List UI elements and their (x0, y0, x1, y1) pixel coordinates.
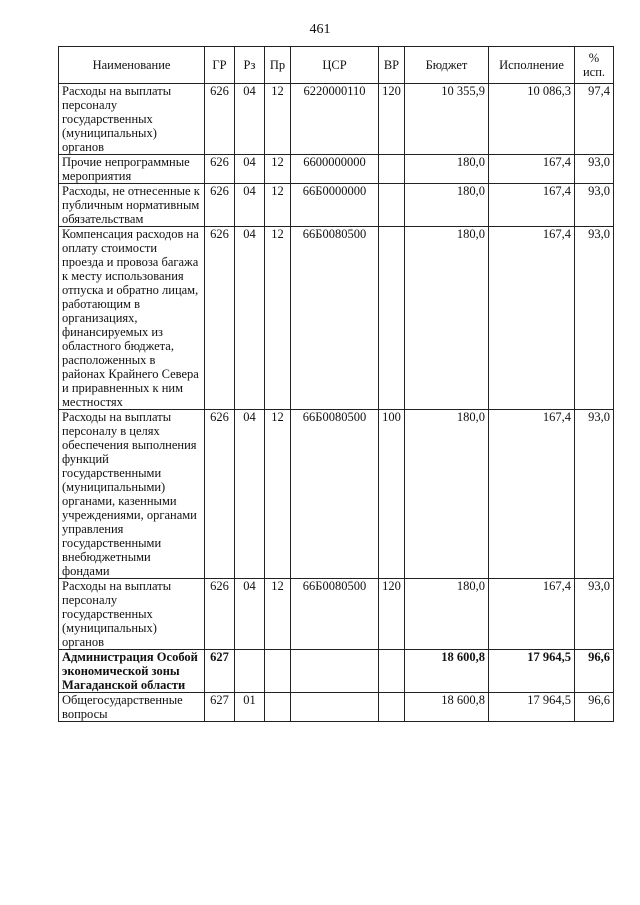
row-rz: 04 (235, 155, 265, 184)
header-budget: Бюджет (405, 47, 489, 84)
row-csr (291, 650, 379, 693)
row-budget: 180,0 (405, 227, 489, 410)
row-gr: 626 (205, 155, 235, 184)
row-execution: 167,4 (489, 155, 575, 184)
row-execution: 17 964,5 (489, 650, 575, 693)
row-vr (379, 155, 405, 184)
table-header (59, 47, 614, 84)
table-row (59, 410, 614, 579)
row-rz: 01 (235, 693, 265, 722)
row-percent: 96,6 (575, 650, 614, 693)
row-name: Компенсация расходов на оплату стоимости проезда и провоза багажа к месту использования отпуска и обратно лицам, работающим в организациях, финансируемых из областного бюджета, расположенных в районах Крайнего Севера и приравненных к ним местностях (59, 227, 205, 410)
row-pr: 12 (265, 155, 291, 184)
row-percent: 93,0 (575, 579, 614, 650)
row-rz: 04 (235, 184, 265, 227)
row-name: Общегосударственные вопросы (59, 693, 205, 722)
row-pr: 12 (265, 84, 291, 155)
row-percent: 93,0 (575, 184, 614, 227)
row-csr: 6220000110 (291, 84, 379, 155)
header-gr: ГР (205, 47, 235, 84)
header-csr: ЦСР (291, 47, 379, 84)
row-name: Расходы на выплаты персоналу государственных (муниципальных) органов (59, 84, 205, 155)
row-name: Администрация Особой экономической зоны Магаданской области (59, 650, 205, 693)
row-budget: 180,0 (405, 184, 489, 227)
row-percent: 97,4 (575, 84, 614, 155)
row-pr (265, 650, 291, 693)
header-name: Наименование (59, 47, 205, 84)
row-percent: 93,0 (575, 410, 614, 579)
row-gr: 627 (205, 650, 235, 693)
row-csr: 66Б0080500 (291, 579, 379, 650)
row-vr: 100 (379, 410, 405, 579)
row-gr: 626 (205, 579, 235, 650)
header-percent: % исп. (575, 47, 614, 84)
row-execution: 167,4 (489, 410, 575, 579)
header-row (59, 47, 614, 84)
row-pr: 12 (265, 579, 291, 650)
row-rz (235, 650, 265, 693)
row-vr: 120 (379, 579, 405, 650)
row-percent: 93,0 (575, 155, 614, 184)
row-name: Прочие непрограммные мероприятия (59, 155, 205, 184)
row-pr (265, 693, 291, 722)
budget-table (58, 46, 614, 722)
row-execution: 167,4 (489, 227, 575, 410)
row-name: Расходы на выплаты персоналу в целях обеспечения выполнения функций государственными (муниципальными) органами, казенными учреждениями, органами управления государственными внебюджетными фондами (59, 410, 205, 579)
row-gr: 626 (205, 410, 235, 579)
row-rz: 04 (235, 227, 265, 410)
header-execution: Исполнение (489, 47, 575, 84)
header-vr: ВР (379, 47, 405, 84)
row-pr: 12 (265, 184, 291, 227)
row-budget: 180,0 (405, 579, 489, 650)
row-vr: 120 (379, 84, 405, 155)
row-execution: 17 964,5 (489, 693, 575, 722)
page-number: 461 (309, 22, 331, 37)
row-csr: 6600000000 (291, 155, 379, 184)
row-execution: 167,4 (489, 579, 575, 650)
row-rz: 04 (235, 579, 265, 650)
row-gr: 626 (205, 184, 235, 227)
row-rz: 04 (235, 410, 265, 579)
row-vr (379, 184, 405, 227)
row-pr: 12 (265, 410, 291, 579)
row-percent: 96,6 (575, 693, 614, 722)
row-execution: 10 086,3 (489, 84, 575, 155)
header-pr: Пр (265, 47, 291, 84)
row-vr (379, 227, 405, 410)
row-budget: 18 600,8 (405, 650, 489, 693)
table-row (59, 693, 614, 722)
row-budget: 180,0 (405, 155, 489, 184)
table-row (59, 155, 614, 184)
row-budget: 18 600,8 (405, 693, 489, 722)
table-body (59, 84, 614, 722)
row-budget: 10 355,9 (405, 84, 489, 155)
row-gr: 627 (205, 693, 235, 722)
table-row (59, 227, 614, 410)
row-name: Расходы, не отнесенные к публичным нормативным обязательствам (59, 184, 205, 227)
row-rz: 04 (235, 84, 265, 155)
row-gr: 626 (205, 227, 235, 410)
row-name: Расходы на выплаты персоналу государственных (муниципальных) органов (59, 579, 205, 650)
row-csr: 66Б0000000 (291, 184, 379, 227)
table-row (59, 84, 614, 155)
row-csr: 66Б0080500 (291, 227, 379, 410)
row-vr (379, 650, 405, 693)
table-row (59, 579, 614, 650)
row-percent: 93,0 (575, 227, 614, 410)
row-budget: 180,0 (405, 410, 489, 579)
row-vr (379, 693, 405, 722)
row-csr (291, 693, 379, 722)
row-csr: 66Б0080500 (291, 410, 379, 579)
table-row-section (59, 650, 614, 693)
row-pr: 12 (265, 227, 291, 410)
row-gr: 626 (205, 84, 235, 155)
header-rz: Рз (235, 47, 265, 84)
row-execution: 167,4 (489, 184, 575, 227)
table-row (59, 184, 614, 227)
